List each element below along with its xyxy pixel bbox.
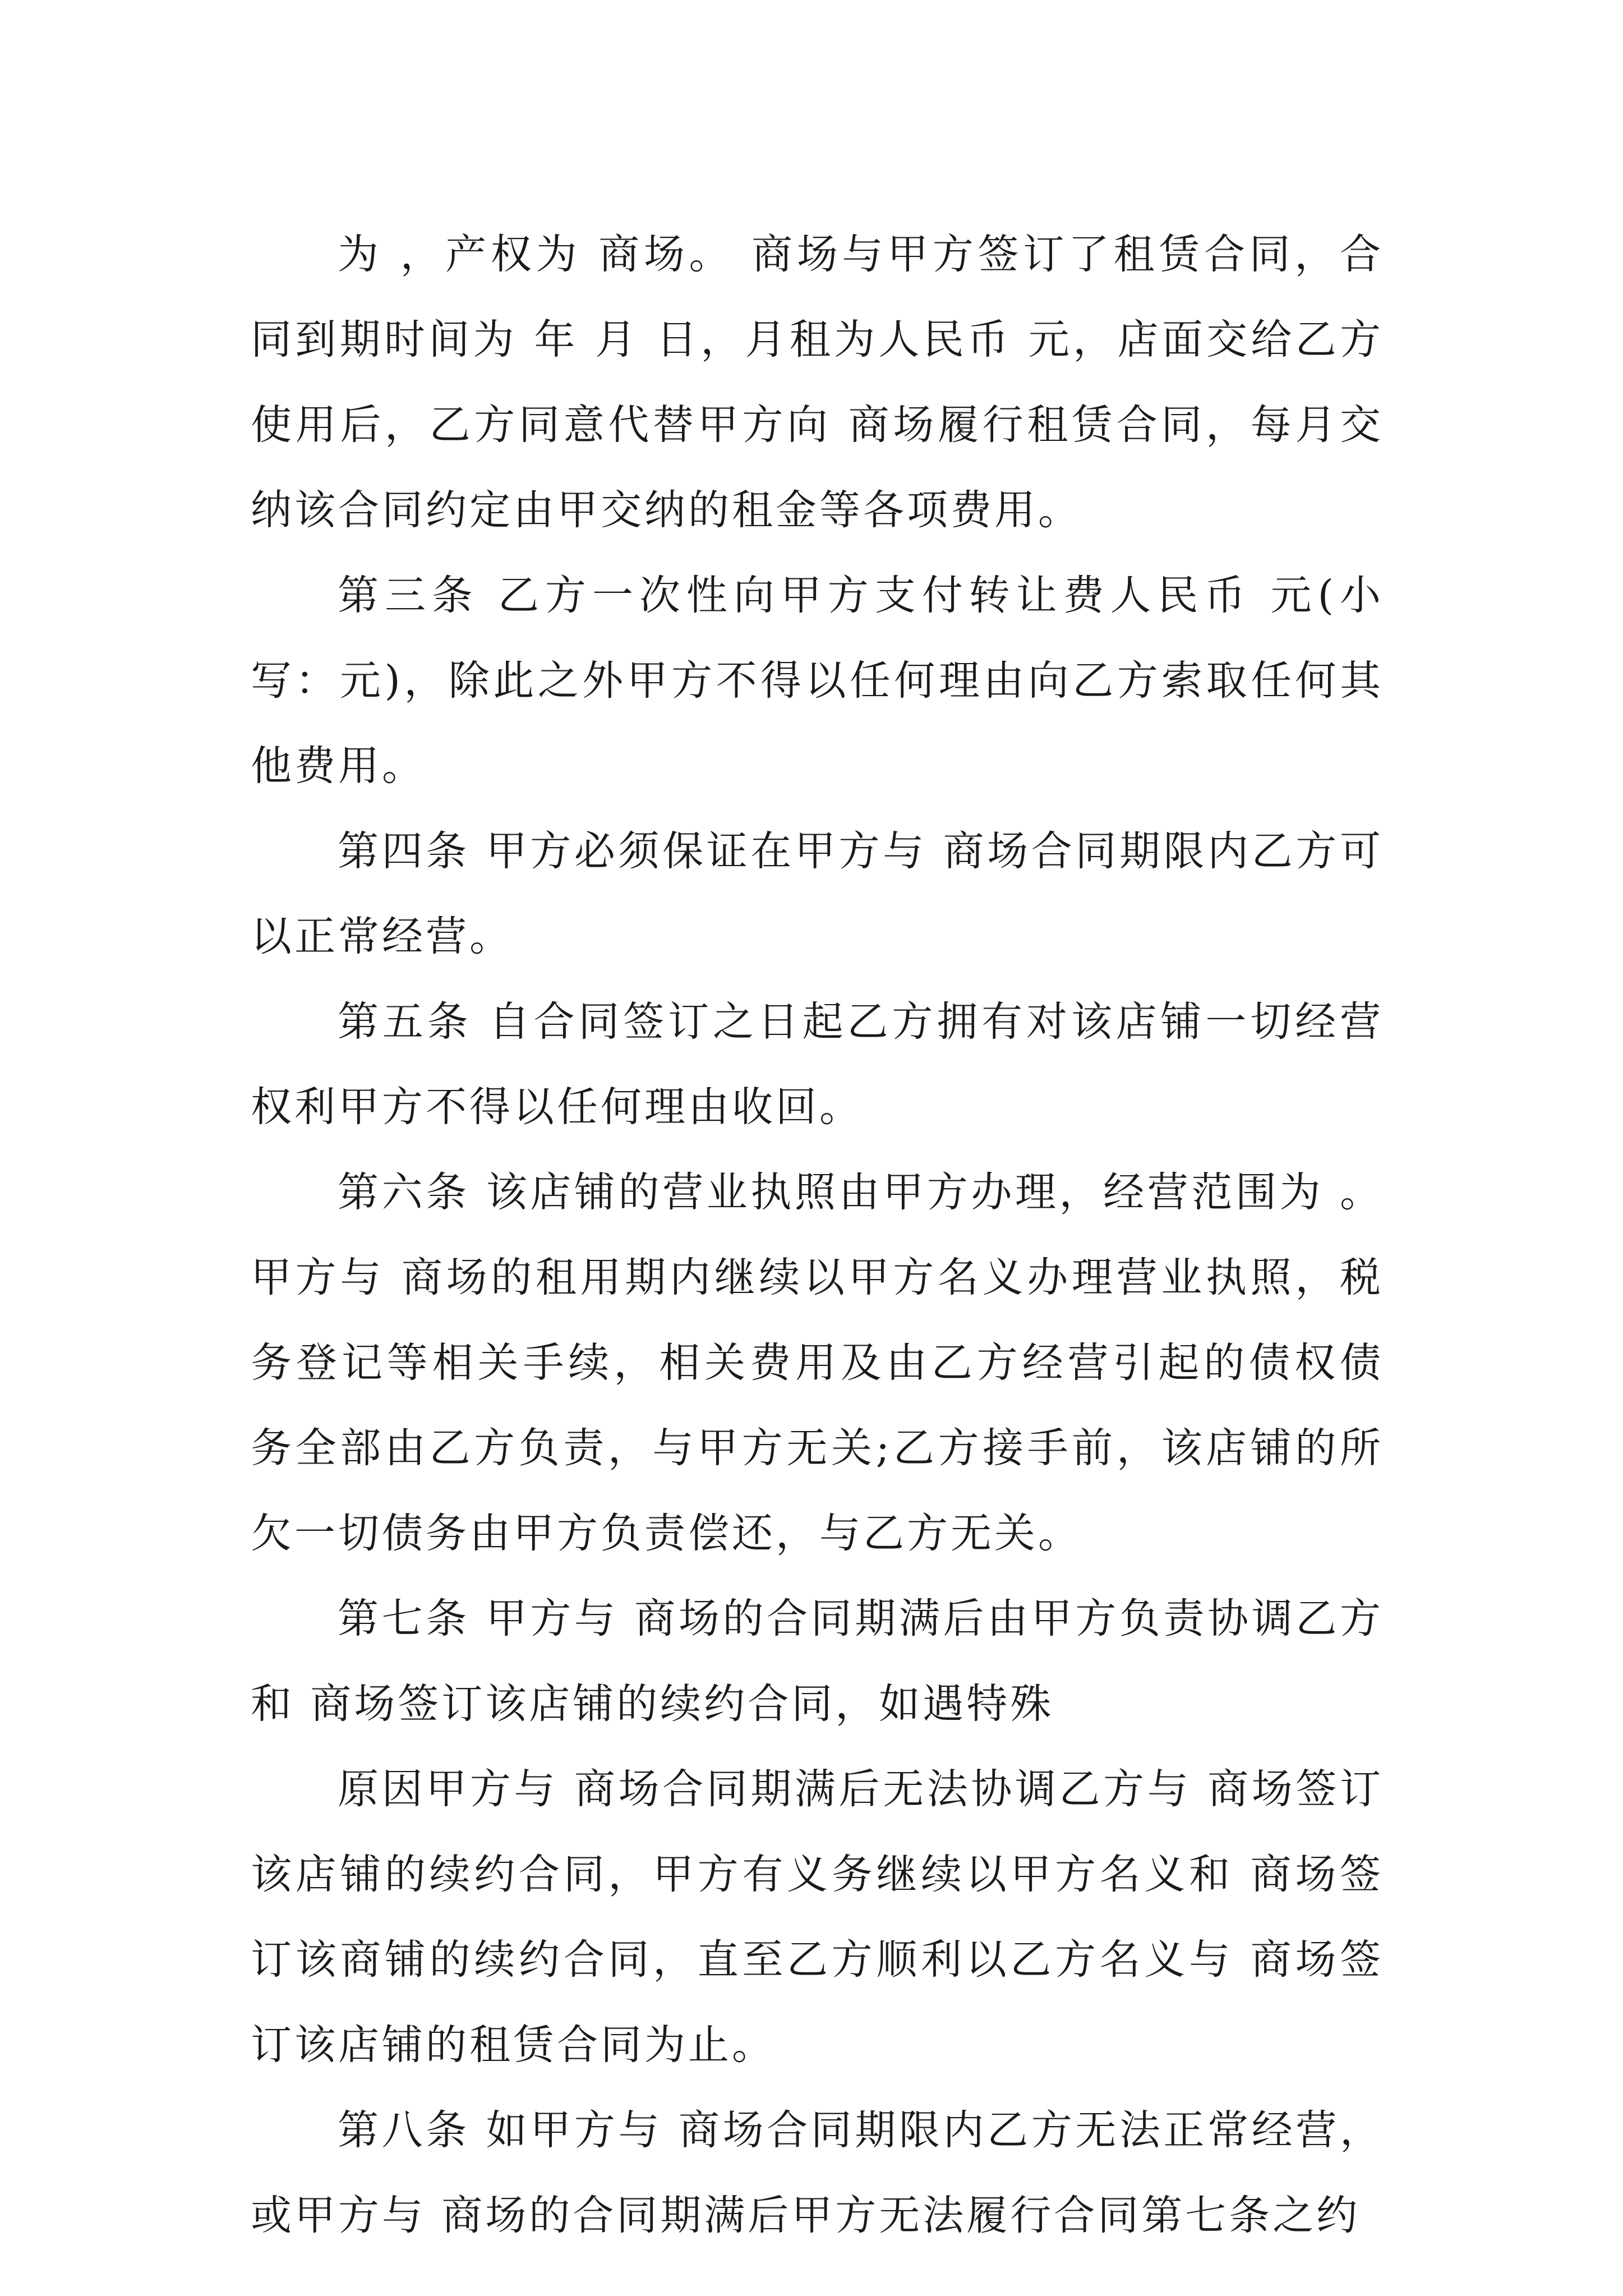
document-body: [251, 212, 1384, 2258]
paragraph-article-3: 第三条 乙方一次性向甲方支付转让费人民币 元(小写：元)，除此之外甲方不得以任何理由向乙方索取任何其他费用。: [251, 572, 1384, 790]
paragraph-article-4: 第四条 甲方必须保证在甲方与 商场合同期限内乙方可以正常经营。: [251, 827, 1384, 960]
paragraph-article-8: 第八条 如甲方与 商场合同期限内乙方无法正常经营，或甲方与 商场的合同期满后甲方无法履行合同第七条之约: [251, 2106, 1384, 2239]
paragraph-article-6: 第六条 该店铺的营业执照由甲方办理，经营范围为 。甲方与 商场的租用期内继续以甲方名义办理营业执照，税务登记等相关手续，相关费用及由乙方经营引起的债权债务全部由乙方负责，与甲方无关;乙方接手前，该店铺的所欠一切债务由甲方负责偿还，与乙方无关。: [251, 1168, 1384, 1557]
paragraph-article-5: 第五条 自合同签订之日起乙方拥有对该店铺一切经营权利甲方不得以任何理由收回。: [251, 998, 1384, 1131]
paragraph-article-7-continued: 原因甲方与 商场合同期满后无法协调乙方与 商场签订该店铺的续约合同，甲方有义务继续以甲方名义和 商场签订该商铺的续约合同，直至乙方顺利以乙方名义与 商场签订该店铺的租赁合同为止。: [251, 1765, 1384, 2069]
paragraph-article-7: 第七条 甲方与 商场的合同期满后由甲方负责协调乙方和 商场签订该店铺的续约合同，如遇特殊: [251, 1595, 1384, 1728]
paragraph-lease-terms: 为 ，产权为 商场。 商场与甲方签订了租赁合同，合同到期时间为 年 月 日，月租为人民币 元，店面交给乙方使用后，乙方同意代替甲方向 商场履行租赁合同，每月交纳该合同约定由甲交纳的租金等各项费用。: [251, 231, 1384, 534]
